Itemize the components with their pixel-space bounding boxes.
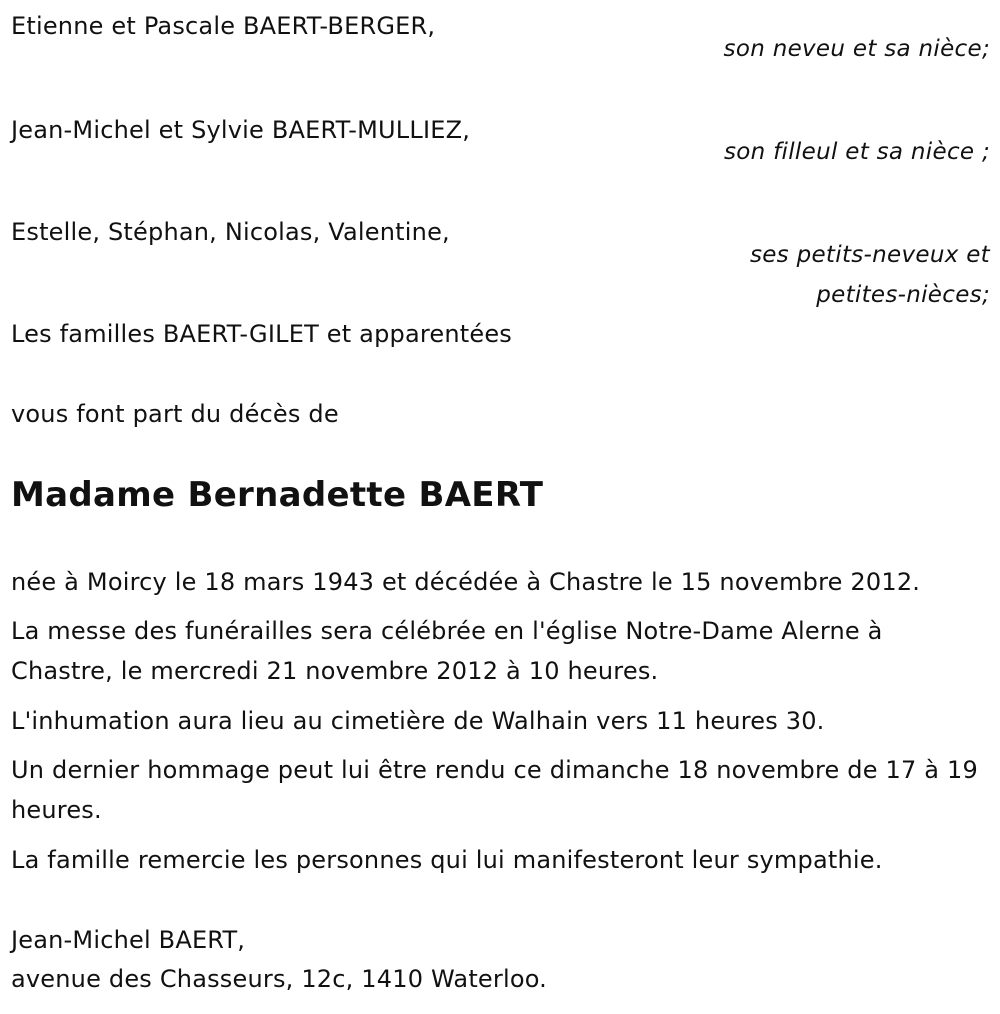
detail-funeral-mass: La messe des funérailles sera célébrée en l'église Notre-Dame Alerne à Chastre, le mercredi 21 novembre 2012 à 10 heures. bbox=[11, 617, 883, 685]
detail-tribute: Un dernier hommage peut lui être rendu ce dimanche 18 novembre de 17 à 19 heures. bbox=[11, 756, 978, 824]
family-relation-1: son neveu et sa nièce; bbox=[723, 36, 990, 62]
family-name-1: Etienne et Pascale BAERT-BERGER, bbox=[11, 12, 436, 40]
family-relation-3: ses petits-neveux et petites-nièces; bbox=[749, 242, 990, 308]
announcement: vous font part du décès de bbox=[11, 400, 339, 428]
detail-burial: L'inhumation aura lieu au cimetière de Walhain vers 11 heures 30. bbox=[11, 707, 825, 735]
family-name-2: Jean-Michel et Sylvie BAERT-MULLIEZ, bbox=[11, 116, 471, 144]
detail-birth-death: née à Moircy le 18 mars 1943 et décédée à Chastre le 15 novembre 2012. bbox=[11, 568, 921, 596]
families-line: Les familles BAERT-GILET et apparentées bbox=[11, 320, 513, 348]
family-relation-2: son filleul et sa nièce ; bbox=[724, 139, 990, 165]
contact-address: avenue des Chasseurs, 12c, 1410 Waterloo. bbox=[11, 965, 548, 993]
detail-thanks: La famille remercie les personnes qui lui manifesteront leur sympathie. bbox=[11, 846, 883, 874]
contact-name: Jean-Michel BAERT, bbox=[11, 926, 246, 954]
deceased-name: Madame Bernadette BAERT bbox=[11, 475, 544, 515]
family-name-3: Estelle, Stéphan, Nicolas, Valentine, bbox=[11, 218, 450, 246]
